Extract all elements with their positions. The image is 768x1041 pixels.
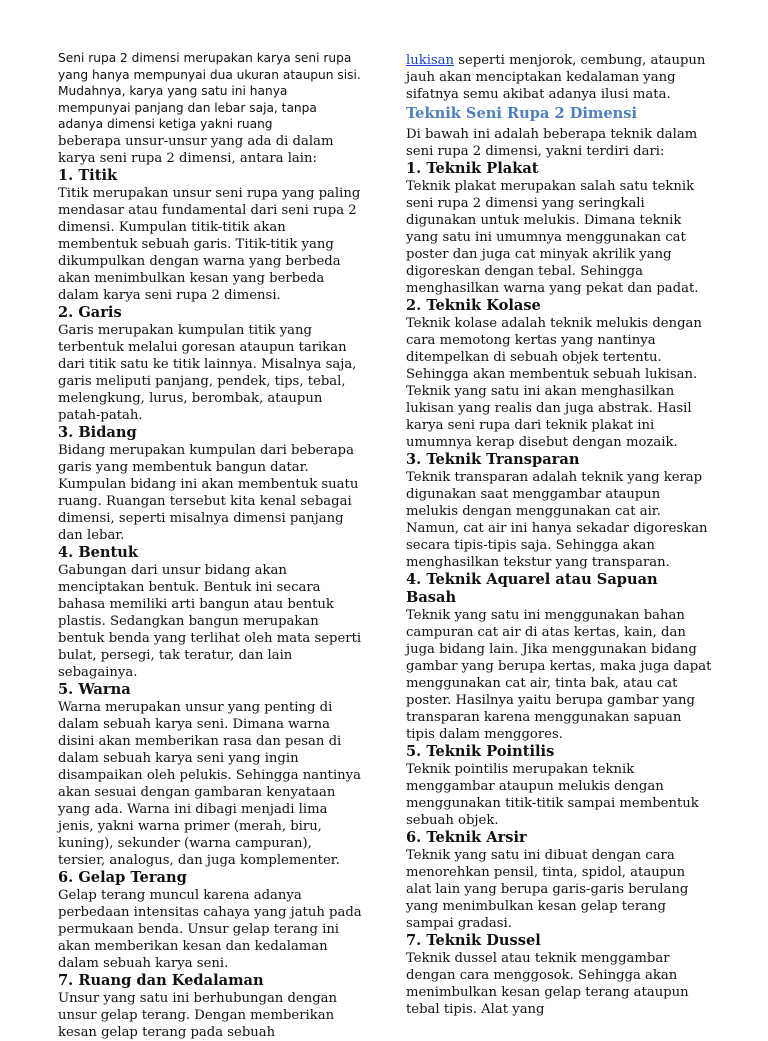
lukisan-link[interactable]: lukisan [406, 53, 455, 68]
section-body-gelap-terang: Gelap terang muncul karena adanya perbedaan intensitas cahaya yang jatuh pada permukaan benda. Unsur gelap terang ini akan memberikan kesan dan kedalaman dalam sebuah karya seni. [58, 887, 362, 971]
section-title-garis: 2. Garis [58, 303, 122, 321]
section-title-kolase: 2. Teknik Kolase [406, 297, 541, 314]
section-body-transparan: Teknik transparan adalah teknik yang kerap digunakan saat menggambar ataupun melukis dengan menggunakan cat air. Namun, cat air ini hanya sekadar digoreskan secara tipis-tipis saja. Sehingga akan menghasilkan tekstur yang transparan. [406, 470, 708, 570]
section-title-bidang: 3. Bidang [58, 423, 137, 441]
continued-paragraph [406, 52, 712, 103]
section-body-plakat: Teknik plakat merupakan salah satu teknik seni rupa 2 dimensi yang seringkali digunakan untuk melukis. Dimana teknik yang satu ini umumnya menggunakan cat poster dan juga cat minyak akrilik yang digoreskan dengan tebal. Sehingga menghasilkan warna yang pekat dan padat. [406, 179, 699, 296]
elements-intro: beberapa unsur-unsur yang ada di dalam karya seni rupa 2 dimensi, antara lain: [58, 133, 334, 166]
section-title-aquarel: 4. Teknik Aquarel atau Sapuan Basah [406, 571, 658, 606]
techniques-heading: Teknik Seni Rupa 2 Dimensi [406, 105, 637, 122]
section-title-arsir: 6. Teknik Arsir [406, 829, 527, 846]
techniques-intro: Di bawah ini adalah beberapa teknik dalam seni rupa 2 dimensi, yakni terdiri dari: [406, 127, 698, 159]
section-title-ruang: 7. Ruang dan Kedalaman [58, 971, 264, 989]
section-body-kolase: Teknik kolase adalah teknik melukis dengan cara memotong kertas yang nantinya ditempelkan di sebuah objek tertentu. Sehingga akan membentuk sebuah lukisan. Teknik yang satu ini akan menghasilkan lukisan yang realis dan juga abstrak. Hasil karya seni rupa dari teknik plakat ini umumnya kerap disebut dengan mozaik. [406, 316, 702, 450]
section-title-dussel: 7. Teknik Dussel [406, 932, 541, 949]
left-column [58, 50, 363, 1041]
section-body-bidang: Bidang merupakan kumpulan dari beberapa garis yang membentuk bangun datar. Kumpulan bidang ini akan membentuk suatu ruang. Ruangan tersebut kita kenal sebagai dimensi, seperti misalnya dimensi panjang dan lebar. [58, 442, 359, 543]
section-title-bentuk: 4. Bentuk [58, 543, 139, 561]
intro-paragraph: Seni rupa 2 dimensi merupakan karya seni rupa yang hanya mempunyai dua ukuran ataupun sisi. Mudahnya, karya yang satu ini hanya mempunyai panjang dan lebar saja, tanpa adanya dimensi ketiga yakni ruang [58, 51, 361, 131]
section-body-dussel: Teknik dussel atau teknik menggambar dengan cara menggosok. Sehingga akan menimbulkan kesan gelap terang ataupun tebal tipis. Alat yang [406, 951, 689, 1017]
section-body-garis: Garis merupakan kumpulan titik yang terbentuk melalui goresan ataupun tarikan dari titik satu ke titik lainnya. Misalnya saja, garis meliputi panjang, pendek, tips, tebal, melengkung, lurus, berombak, ataupun patah-patah. [58, 322, 357, 423]
section-body-bentuk: Gabungan dari unsur bidang akan menciptakan bentuk. Bentuk ini secara bahasa memiliki arti bangun atau bentuk plastis. Sedangkan bangun merupakan bentuk benda yang terlihat oleh mata seperti bulat, persegi, tak teratur, dan lain sebagainya. [58, 562, 362, 680]
section-body-aquarel: Teknik yang satu ini menggunakan bahan campuran cat air di atas kertas, kain, dan juga bidang lain. Jika menggunakan bidang gambar yang berupa kertas, maka juga dapat menggunakan cat air, tinta bak, atau cat poster. Hasilnya yaitu berupa gambar yang transparan karena menggunakan sapuan tipis dalam menggores. [406, 608, 712, 742]
section-title-warna: 5. Warna [58, 680, 131, 698]
section-body-warna: Warna merupakan unsur yang penting di dalam sebuah karya seni. Dimana warna disini akan memberikan rasa dan pesan di dalam sebuah karya seni yang ingin disampaikan oleh pelukis. Sehingga nantinya akan sesuai dengan gambaran kenyataan yang ada. Warna ini dibagi menjadi lima jenis, yakni warna primer (merah, biru, kuning), sekunder (warna campuran), tersier, analogus, dan juga komplementer. [58, 699, 361, 868]
section-body-arsir: Teknik yang satu ini dibuat dengan cara menorehkan pensil, tinta, spidol, ataupun alat lain yang berupa garis-garis berulang yang menimbulkan kesan gelap terang sampai gradasi. [406, 848, 689, 931]
section-body-pointilis: Teknik pointilis merupakan teknik menggambar ataupun melukis dengan menggunakan titik-titik sampai membentuk sebuah objek. [406, 762, 699, 828]
section-title-transparan: 3. Teknik Transparan [406, 451, 580, 468]
continued-text: seperti menjorok, cembung, ataupun jauh akan menciptakan kedalaman yang sifatnya semu akibat adanya ilusi mata. [406, 53, 706, 102]
section-title-plakat: 1. Teknik Plakat [406, 160, 539, 177]
right-column [406, 52, 712, 1018]
section-title-gelap-terang: 6. Gelap Terang [58, 868, 187, 886]
section-title-titik: 1. Titik [58, 166, 118, 184]
section-body-titik: Titik merupakan unsur seni rupa yang paling mendasar atau fundamental dari seni rupa 2 dimensi. Kumpulan titik-titik akan membentuk sebuah garis. Titik-titik yang dikumpulkan dengan warna yang berbeda akan menimbulkan kesan yang berbeda dalam karya seni rupa 2 dimensi. [58, 185, 361, 303]
section-title-pointilis: 5. Teknik Pointilis [406, 743, 555, 760]
section-body-ruang: Unsur yang satu ini berhubungan dengan unsur gelap terang. Dengan memberikan kesan gelap terang pada sebuah [58, 990, 338, 1040]
